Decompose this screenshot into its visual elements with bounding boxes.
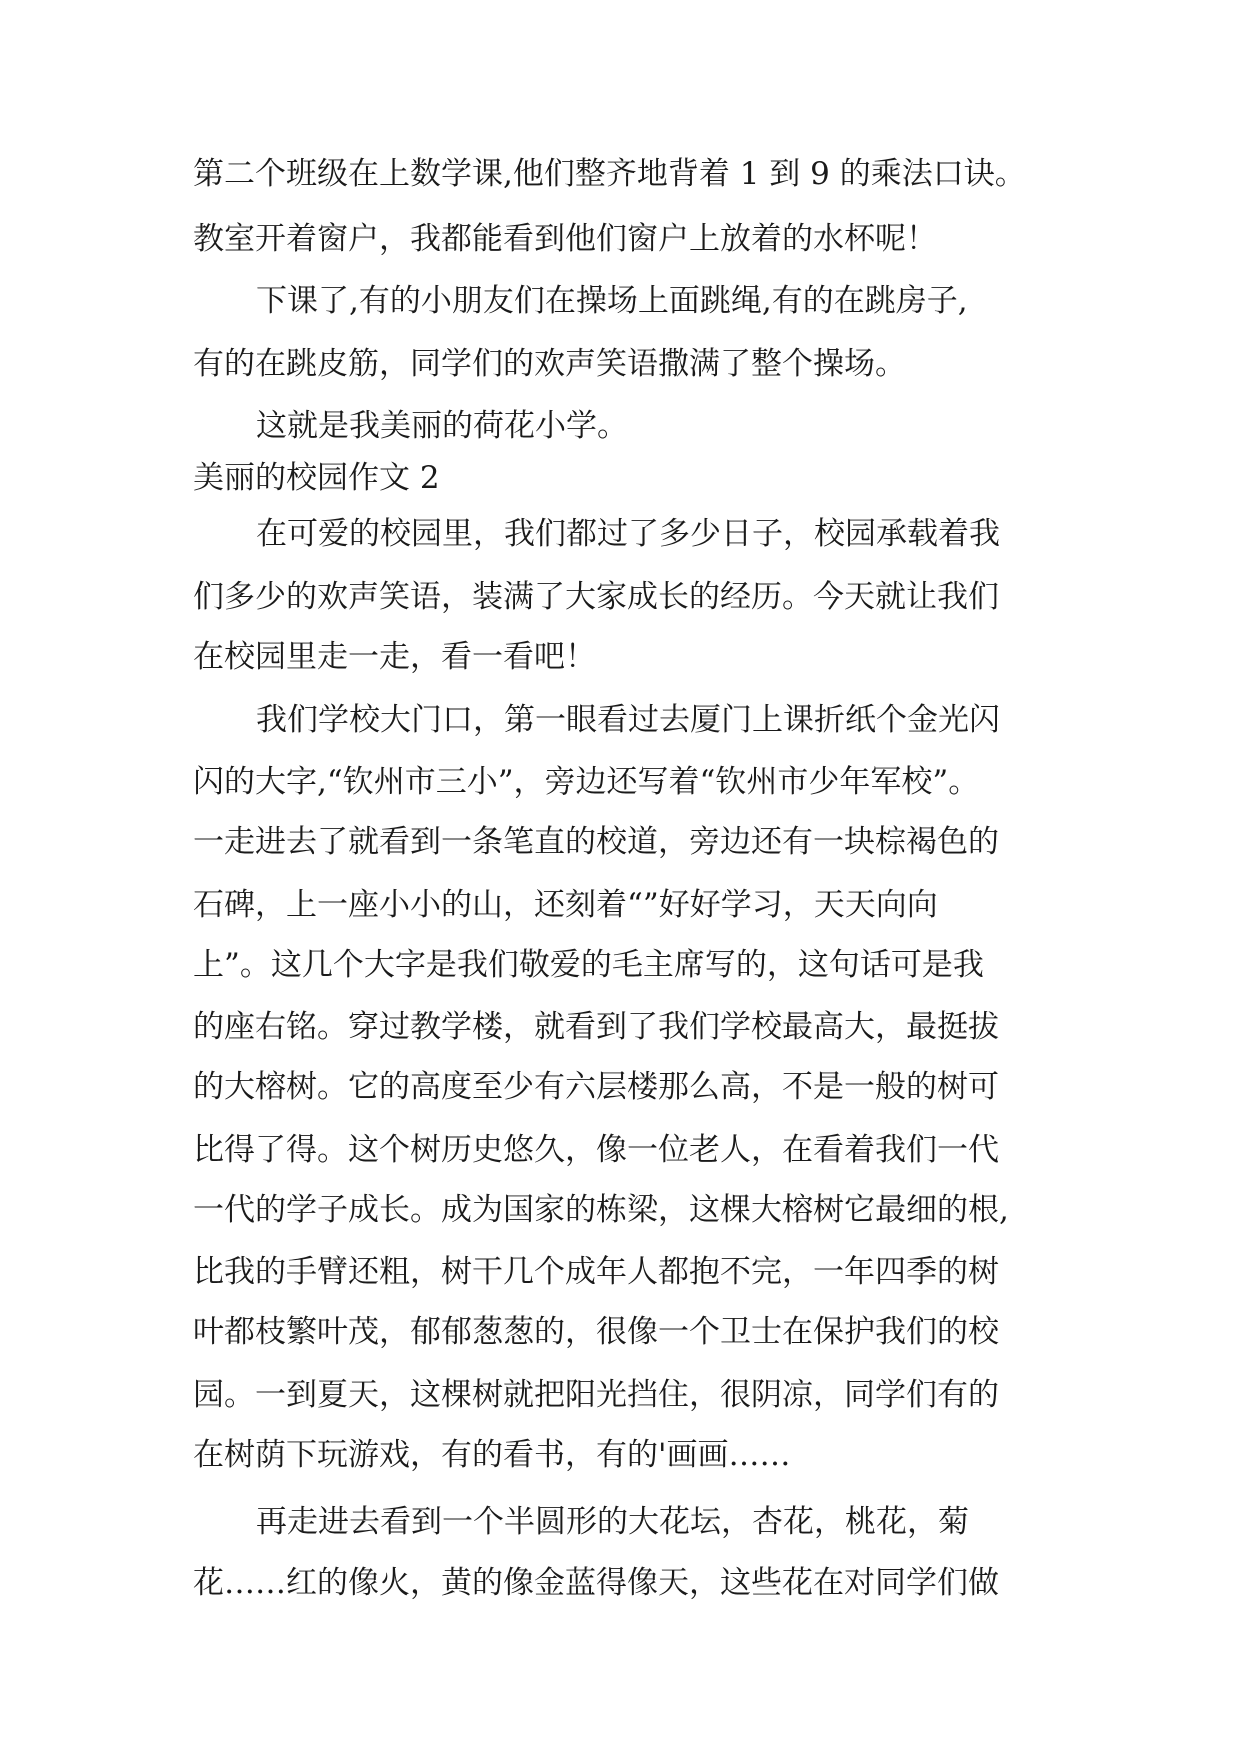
text-line-14: 上”。这几个大字是我们敬爱的毛主席写的，这句话可是我	[193, 947, 984, 983]
text-line-9: 在校园里走一走，看一看吧！	[193, 639, 596, 675]
section-heading: 美丽的校园作文 2	[193, 460, 440, 496]
text-line-17: 比得了得。这个树历史悠久，像一位老人，在看着我们一代	[193, 1132, 999, 1168]
text-line-11: 闪的大字,“钦州市三小”，旁边还写着“钦州市少年军校”。	[193, 764, 980, 800]
text-line-21: 园。一到夏天，这棵树就把阳光挡住，很阴凉，同学们有的	[193, 1377, 999, 1413]
text-line-3: 下课了,有的小朋友们在操场上面跳绳,有的在跳房子,	[256, 283, 968, 319]
text-line-12: 一走进去了就看到一条笔直的校道，旁边还有一块棕褐色的	[193, 824, 999, 860]
text-line-2: 教室开着窗户，我都能看到他们窗户上放着的水杯呢！	[193, 221, 937, 257]
text-line-16: 的大榕树。它的高度至少有六层楼那么高，不是一般的树可	[193, 1069, 999, 1105]
text-line-19: 比我的手臂还粗，树干几个成年人都抱不完，一年四季的树	[193, 1254, 999, 1290]
text-line-20: 叶都枝繁叶茂，郁郁葱葱的，很像一个卫士在保护我们的校	[193, 1314, 999, 1350]
text-line-8: 们多少的欢声笑语，装满了大家成长的经历。今天就让我们	[193, 579, 999, 615]
text-line-1: 第二个班级在上数学课,他们整齐地背着 1 到 9 的乘法口诀。	[193, 156, 1026, 192]
text-line-10: 我们学校大门口，第一眼看过去厦门上课折纸个金光闪	[256, 702, 1000, 738]
text-line-13: 石碑，上一座小小的山，还刻着“”好好学习，天天向向	[193, 887, 938, 923]
text-line-18: 一代的学子成长。成为国家的栋梁，这棵大榕树它最细的根,	[193, 1192, 1009, 1228]
text-line-24: 花……红的像火，黄的像金蓝得像天，这些花在对同学们做	[193, 1565, 999, 1601]
text-line-23: 再走进去看到一个半圆形的大花坛，杏花，桃花，菊	[256, 1504, 969, 1540]
text-line-7: 在可爱的校园里，我们都过了多少日子，校园承载着我	[256, 516, 1000, 552]
text-line-4: 有的在跳皮筋，同学们的欢声笑语撒满了整个操场。	[193, 346, 906, 382]
text-line-5: 这就是我美丽的荷花小学。	[256, 408, 628, 444]
text-line-22: 在树荫下玩游戏，有的看书，有的'画画……	[193, 1437, 791, 1473]
text-line-15: 的座右铭。穿过教学楼，就看到了我们学校最高大，最挺拔	[193, 1009, 999, 1045]
